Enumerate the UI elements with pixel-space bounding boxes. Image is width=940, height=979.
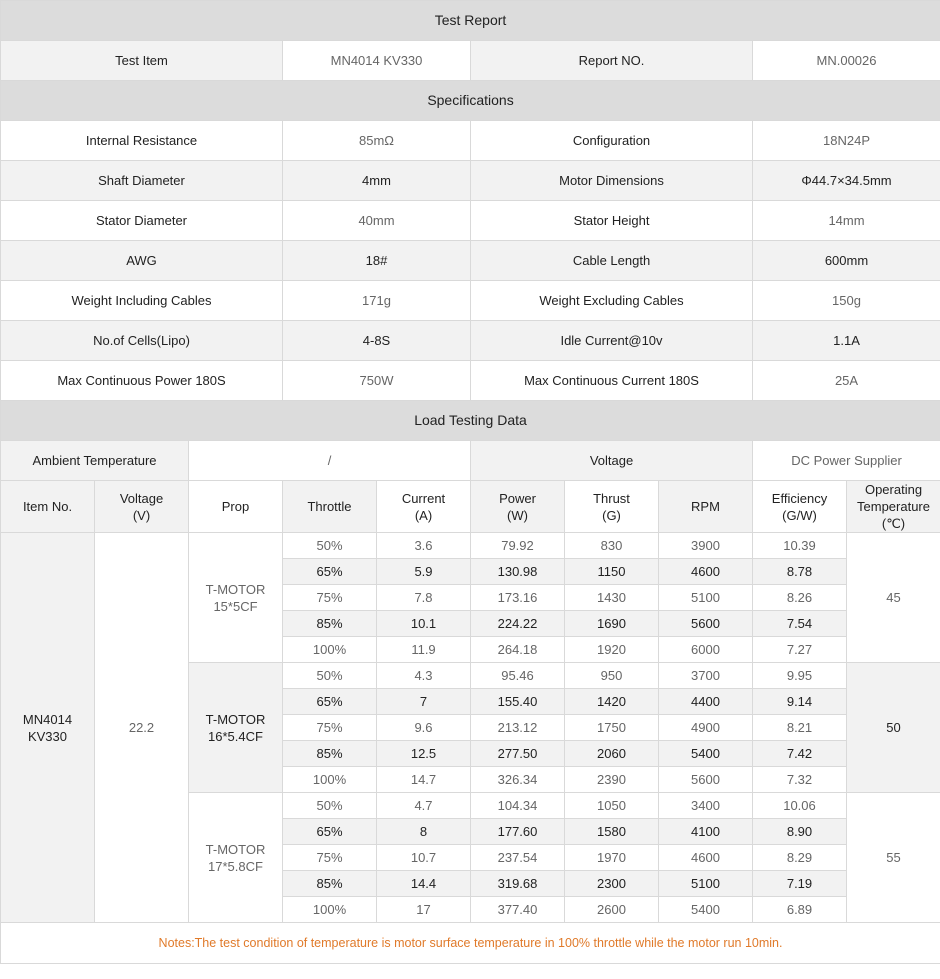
rpm-cell: 4400 <box>659 689 753 715</box>
power-cell: 95.46 <box>471 663 565 689</box>
thrust-cell: 2060 <box>565 741 659 767</box>
spec-value: 171g <box>283 281 471 321</box>
test-item-value: MN4014 KV330 <box>283 41 471 81</box>
ambient-temperature-label: Ambient Temperature <box>1 441 189 481</box>
rpm-cell: 5400 <box>659 741 753 767</box>
header-throttle: Throttle <box>283 481 377 533</box>
thrust-cell: 950 <box>565 663 659 689</box>
current-cell: 14.7 <box>377 767 471 793</box>
spec-value: 18N24P <box>753 121 940 161</box>
spec-value: 25A <box>753 361 940 401</box>
throttle-cell: 65% <box>283 559 377 585</box>
header-operating-temperature: Operating Temperature (℃) <box>847 481 940 533</box>
efficiency-cell: 10.06 <box>753 793 847 819</box>
rpm-cell: 5100 <box>659 871 753 897</box>
operating-temperature-value: 50 <box>847 663 940 793</box>
spec-label: Idle Current@10v <box>471 321 753 361</box>
thrust-cell: 1920 <box>565 637 659 663</box>
rpm-cell: 4100 <box>659 819 753 845</box>
rpm-cell: 4600 <box>659 845 753 871</box>
power-cell: 177.60 <box>471 819 565 845</box>
rpm-cell: 5600 <box>659 767 753 793</box>
throttle-cell: 75% <box>283 845 377 871</box>
header-prop: Prop <box>189 481 283 533</box>
throttle-cell: 50% <box>283 533 377 559</box>
rpm-cell: 4900 <box>659 715 753 741</box>
thrust-cell: 1750 <box>565 715 659 741</box>
power-cell: 130.98 <box>471 559 565 585</box>
efficiency-cell: 8.90 <box>753 819 847 845</box>
spec-label: Stator Diameter <box>1 201 283 241</box>
header-item-no: Item No. <box>1 481 95 533</box>
power-cell: 326.34 <box>471 767 565 793</box>
throttle-cell: 50% <box>283 663 377 689</box>
efficiency-cell: 7.54 <box>753 611 847 637</box>
throttle-cell: 100% <box>283 897 377 923</box>
power-cell: 213.12 <box>471 715 565 741</box>
efficiency-cell: 7.19 <box>753 871 847 897</box>
operating-temperature-value: 45 <box>847 533 940 663</box>
spec-value: 14mm <box>753 201 940 241</box>
current-cell: 12.5 <box>377 741 471 767</box>
header-voltage: Voltage (V) <box>95 481 189 533</box>
thrust-cell: 1970 <box>565 845 659 871</box>
header-rpm: RPM <box>659 481 753 533</box>
thrust-cell: 1580 <box>565 819 659 845</box>
power-cell: 79.92 <box>471 533 565 559</box>
spec-value: 18# <box>283 241 471 281</box>
spec-value: 4mm <box>283 161 471 201</box>
thrust-cell: 830 <box>565 533 659 559</box>
spec-value: 1.1A <box>753 321 940 361</box>
current-cell: 8 <box>377 819 471 845</box>
spec-value: Φ44.7×34.5mm <box>753 161 940 201</box>
efficiency-cell: 8.21 <box>753 715 847 741</box>
rpm-cell: 5100 <box>659 585 753 611</box>
rpm-cell: 5400 <box>659 897 753 923</box>
thrust-cell: 1150 <box>565 559 659 585</box>
voltage-label: Voltage <box>471 441 753 481</box>
report-no-value: MN.00026 <box>753 41 940 81</box>
throttle-cell: 85% <box>283 871 377 897</box>
throttle-cell: 75% <box>283 585 377 611</box>
current-cell: 11.9 <box>377 637 471 663</box>
thrust-cell: 2600 <box>565 897 659 923</box>
spec-row <box>1 321 940 361</box>
spec-value: 85mΩ <box>283 121 471 161</box>
header-thrust: Thrust (G) <box>565 481 659 533</box>
spec-label: Cable Length <box>471 241 753 281</box>
efficiency-cell: 6.89 <box>753 897 847 923</box>
throttle-cell: 85% <box>283 611 377 637</box>
current-cell: 10.7 <box>377 845 471 871</box>
thrust-cell: 1690 <box>565 611 659 637</box>
spec-row <box>1 281 940 321</box>
spec-label: Internal Resistance <box>1 121 283 161</box>
load-testing-title: Load Testing Data <box>1 401 940 441</box>
spec-label: Max Continuous Current 180S <box>471 361 753 401</box>
thrust-cell: 1050 <box>565 793 659 819</box>
throttle-cell: 65% <box>283 819 377 845</box>
efficiency-cell: 7.32 <box>753 767 847 793</box>
rpm-cell: 6000 <box>659 637 753 663</box>
prop-value: T-MOTOR 17*5.8CF <box>189 793 283 923</box>
rpm-cell: 3400 <box>659 793 753 819</box>
spec-label: Stator Height <box>471 201 753 241</box>
rpm-cell: 4600 <box>659 559 753 585</box>
spec-value: 150g <box>753 281 940 321</box>
spec-value: 750W <box>283 361 471 401</box>
operating-temperature-value: 55 <box>847 793 940 923</box>
ambient-temperature-value: / <box>189 441 471 481</box>
throttle-cell: 100% <box>283 637 377 663</box>
thrust-cell: 2390 <box>565 767 659 793</box>
spec-row <box>1 241 940 281</box>
power-cell: 377.40 <box>471 897 565 923</box>
power-cell: 104.34 <box>471 793 565 819</box>
prop-value: T-MOTOR 16*5.4CF <box>189 663 283 793</box>
thrust-cell: 2300 <box>565 871 659 897</box>
report-no-label: Report NO. <box>471 41 753 81</box>
current-cell: 14.4 <box>377 871 471 897</box>
spec-row <box>1 201 940 241</box>
throttle-cell: 100% <box>283 767 377 793</box>
throttle-cell: 85% <box>283 741 377 767</box>
current-cell: 7.8 <box>377 585 471 611</box>
spec-label: No.of Cells(Lipo) <box>1 321 283 361</box>
spec-value: 600mm <box>753 241 940 281</box>
specifications-title: Specifications <box>1 81 940 121</box>
efficiency-cell: 7.27 <box>753 637 847 663</box>
thrust-cell: 1420 <box>565 689 659 715</box>
notes-text: Notes:The test condition of temperature is motor surface temperature in 100% throttle while the motor run 10min. <box>1 923 940 964</box>
voltage-value-cell: 22.2 <box>95 533 189 923</box>
thrust-cell: 1430 <box>565 585 659 611</box>
current-cell: 7 <box>377 689 471 715</box>
efficiency-cell: 10.39 <box>753 533 847 559</box>
efficiency-cell: 8.78 <box>753 559 847 585</box>
current-cell: 5.9 <box>377 559 471 585</box>
rpm-cell: 3700 <box>659 663 753 689</box>
header-power: Power (W) <box>471 481 565 533</box>
spec-row <box>1 361 940 401</box>
power-cell: 173.16 <box>471 585 565 611</box>
efficiency-cell: 7.42 <box>753 741 847 767</box>
throttle-cell: 75% <box>283 715 377 741</box>
throttle-cell: 65% <box>283 689 377 715</box>
current-cell: 3.6 <box>377 533 471 559</box>
spec-label: Weight Including Cables <box>1 281 283 321</box>
spec-value: 4-8S <box>283 321 471 361</box>
power-cell: 155.40 <box>471 689 565 715</box>
test-report-title: Test Report <box>1 1 940 41</box>
prop-value: T-MOTOR 15*5CF <box>189 533 283 663</box>
header-efficiency: Efficiency (G/W) <box>753 481 847 533</box>
current-cell: 4.7 <box>377 793 471 819</box>
spec-row <box>1 121 940 161</box>
power-cell: 277.50 <box>471 741 565 767</box>
power-cell: 319.68 <box>471 871 565 897</box>
efficiency-cell: 9.14 <box>753 689 847 715</box>
spec-label: Weight Excluding Cables <box>471 281 753 321</box>
spec-label: Configuration <box>471 121 753 161</box>
spec-label: AWG <box>1 241 283 281</box>
voltage-value: DC Power Supplier <box>753 441 940 481</box>
table-row <box>1 533 940 559</box>
current-cell: 4.3 <box>377 663 471 689</box>
spec-label: Max Continuous Power 180S <box>1 361 283 401</box>
efficiency-cell: 8.29 <box>753 845 847 871</box>
rpm-cell: 5600 <box>659 611 753 637</box>
power-cell: 224.22 <box>471 611 565 637</box>
spec-label: Motor Dimensions <box>471 161 753 201</box>
current-cell: 17 <box>377 897 471 923</box>
power-cell: 264.18 <box>471 637 565 663</box>
header-current: Current (A) <box>377 481 471 533</box>
spec-label: Shaft Diameter <box>1 161 283 201</box>
test-item-label: Test Item <box>1 41 283 81</box>
spec-row <box>1 161 940 201</box>
efficiency-cell: 9.95 <box>753 663 847 689</box>
rpm-cell: 3900 <box>659 533 753 559</box>
current-cell: 9.6 <box>377 715 471 741</box>
spec-value: 40mm <box>283 201 471 241</box>
efficiency-cell: 8.26 <box>753 585 847 611</box>
throttle-cell: 50% <box>283 793 377 819</box>
power-cell: 237.54 <box>471 845 565 871</box>
item-no-value: MN4014 KV330 <box>1 533 95 923</box>
current-cell: 10.1 <box>377 611 471 637</box>
